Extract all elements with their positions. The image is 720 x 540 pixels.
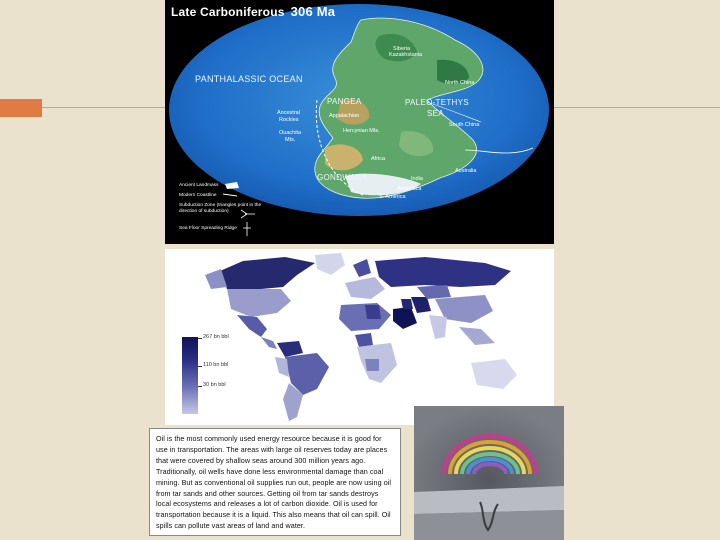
scale-tick-high [198,338,202,339]
africa-label: Africa [371,156,386,162]
country-australia [471,359,517,389]
paleo-map-title: Late Carboniferous 306 Ma [171,4,336,19]
country-peru [275,357,289,377]
country-russia [375,257,511,287]
paleo-map-age: 306 Ma [290,4,336,19]
oil-facts-paragraph: Oil is the most commonly used energy resource because it is good for use in transportation. The areas with large oil reserves today are places that were covered by shallow seas around 300 million years ago. Traditionally, oil wells have done less environmental damage than coal mining. But as conventional oil supplies run out, people are now using oil from tar sands and other sources. Getting oil from tar sands destroys local ecosystems and releases a lot of carbon dioxide. Oil is used for transportation because it is a liquid. This also means that oil can spill. Oil spills can pollute vast areas of land and water. [156,434,392,531]
country-kazakhstan [417,285,451,299]
country-venezuela [277,341,303,357]
paleo-tethys-label-line1: PALEO-TETHYS [405,98,469,107]
ouachita-label-line1: Ouachita [279,130,302,136]
curb-face [414,510,564,540]
country-saudi-arabia [393,307,417,329]
country-angola [365,359,379,371]
oil-spill-graphic [414,406,564,540]
scale-label-mid: 110 bn bbl [203,362,229,368]
country-southeast-asia [459,327,495,345]
oil-spill-photo [414,406,564,540]
country-canada [220,257,315,293]
ouachita-label-line2: Mts. [285,137,296,143]
country-europe [345,277,385,299]
country-usa [227,289,291,317]
country-norway [353,259,371,277]
legend-subduction-line2: direction of subduction) [179,209,229,214]
legend-coastline-swatch [223,194,237,196]
country-iraq [401,299,413,309]
hercynian-label: Hercynian Mts. [343,128,380,134]
reserves-scale-bar [182,337,198,414]
oil-facts-text-box [149,428,401,536]
south-china-label: South China [449,122,480,128]
paleogeographic-map [165,0,554,244]
ancestral-rockies-label-line2: Rockies [279,117,299,123]
india-label: India [411,176,423,182]
scale-tick-low [198,386,202,387]
oil-reserves-map [165,249,554,425]
gondwana-label: GONDWANA [317,173,368,182]
legend-modern-coastline: Modern Coastline [179,193,217,198]
country-greenland [315,253,345,275]
legend-subduction-swatch [241,210,255,218]
panthalassic-ocean-label: PANTHALASSIC OCEAN [195,74,303,84]
australia-label: Australia [455,168,477,174]
north-china-label: North China [445,80,475,86]
paleo-tethys-label-line2: SEA [427,109,444,118]
pangea-label: PANGEA [327,97,362,106]
scale-label-high: 267 bn bbl [203,334,229,340]
siberia-label-line1: Siberia [393,46,411,52]
legend-subduction-line1: Subduction Zone (triangles point in the [179,203,262,208]
country-mexico [237,315,267,337]
appalachian-label: Appalachian [329,113,360,119]
accent-bar [0,99,42,117]
ancestral-rockies-label-line1: Ancestral [277,110,300,116]
country-nigeria [355,333,373,347]
country-india [429,315,447,339]
siberia-label-line2: Kazakhstania [389,52,423,58]
country-libya [365,305,381,319]
south-america-label: S. America [379,194,406,200]
country-iran [411,297,431,313]
country-central-america [261,337,277,349]
antarctica-label: Antarctica [397,186,422,192]
legend-sea-floor-spreading: Sea Floor Spreading Ridge [179,226,237,231]
legend-ridge-swatch [243,222,251,236]
legend-ancient-landmass: Ancient Landmass [179,183,219,188]
scale-tick-mid [198,366,202,367]
country-north-africa [339,303,391,331]
scale-label-low: 30 bn bbl [203,382,226,388]
